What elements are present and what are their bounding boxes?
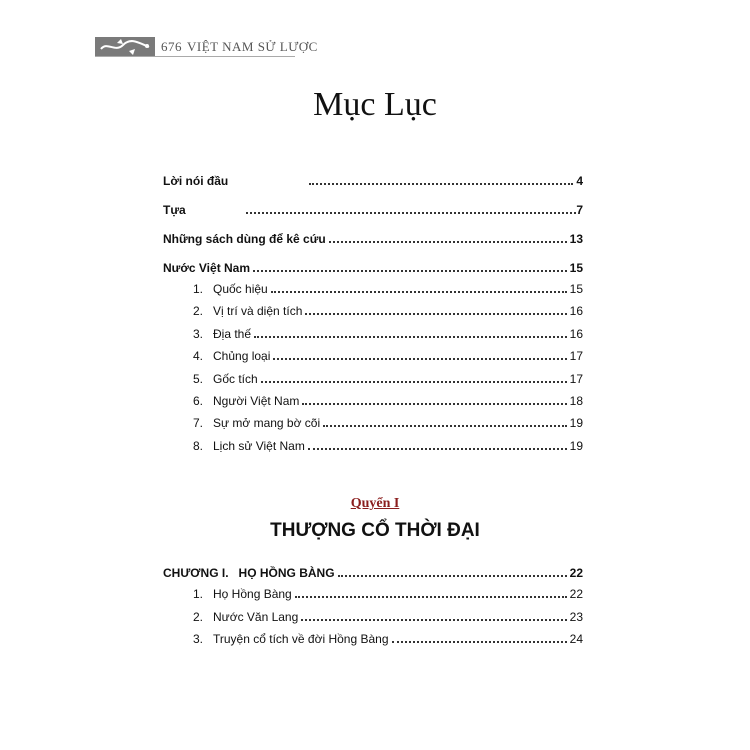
toc-subentry-nguoi-viet-nam[interactable] (193, 394, 583, 408)
toc-entry-label: Nước Việt Nam (163, 261, 251, 275)
toc-subentry-lich-su[interactable] (193, 439, 583, 453)
toc-subentry-page: 19 (569, 439, 583, 453)
page-title: Mục Lục (313, 86, 437, 123)
toc-entry-page: 13 (569, 232, 583, 246)
toc-leader-dots (392, 640, 567, 643)
toc-entry-nuoc-viet-nam[interactable] (163, 261, 583, 275)
chapter-page: 22 (569, 566, 583, 580)
toc-subentry-number: 6. (193, 394, 204, 408)
toc-entry-loi-noi-dau[interactable] (163, 174, 583, 188)
toc-entry-label: Tựa (163, 203, 186, 217)
running-header (95, 37, 318, 57)
toc-subentry-label: Chủng loại (213, 349, 271, 363)
toc-subentry-label: Nước Văn Lang (213, 610, 299, 624)
toc-leader-dots (273, 357, 566, 360)
toc-subentry-label: Sự mở mang bờ cõi (213, 416, 321, 430)
toc-entry-page: 15 (569, 261, 583, 275)
toc-subentry-label: Gốc tích (213, 372, 258, 386)
toc-leader-dots (246, 211, 577, 214)
toc-leader-dots (338, 574, 567, 577)
toc-entry-nhung-sach[interactable] (163, 232, 583, 246)
toc-subentry-label: Truyện cổ tích về đời Hồng Bàng (213, 632, 389, 646)
toc-leader-dots (308, 447, 567, 450)
toc-subentry-page: 17 (569, 349, 583, 363)
era-title: THƯỢNG CỔ THỜI ĐẠI (270, 520, 480, 541)
toc-entry-tua[interactable] (163, 203, 583, 217)
toc-subentry-label: Địa thế (213, 327, 252, 341)
toc-leader-dots (261, 380, 567, 383)
toc-subentry-label: Vị trí và diện tích (213, 304, 303, 318)
toc-subentry-number: 2. (193, 610, 204, 624)
toc-subentry-page: 19 (569, 416, 583, 430)
toc-subentry-page: 18 (569, 394, 583, 408)
header-text (161, 39, 318, 55)
toc-subentry-page: 15 (569, 282, 583, 296)
toc-chapter-1[interactable] (163, 566, 583, 580)
toc-leader-dots (302, 402, 566, 405)
chapter-prefix: CHƯƠNG I. (163, 566, 229, 580)
toc-subentry-label: Lịch sử Việt Nam (213, 439, 305, 453)
toc-subentry-page: 24 (569, 632, 583, 646)
dragon-ornament-icon (95, 37, 155, 57)
toc-subentry-number: 5. (193, 372, 204, 386)
toc-subentry-nuoc-van-lang[interactable] (193, 610, 583, 624)
toc-subentry-label: Quốc hiệu (213, 282, 268, 296)
toc-entry-page: 4 (576, 174, 583, 188)
toc-subentry-number: 8. (193, 439, 204, 453)
toc-subentry-number: 3. (193, 327, 204, 341)
toc-subentry-page: 23 (569, 610, 583, 624)
toc-subentry-number: 1. (193, 587, 204, 601)
toc-subentry-ho-hong-bang[interactable] (193, 587, 583, 601)
toc-leader-dots (253, 269, 567, 272)
book-label: Quyển I (350, 496, 400, 511)
chapter-label: HỌ HỒNG BÀNG (238, 566, 335, 580)
toc-leader-dots (305, 312, 566, 315)
toc-subentry-goc-tich[interactable] (193, 372, 583, 386)
toc-leader-dots (254, 335, 567, 338)
toc-subentry-dia-the[interactable] (193, 327, 583, 341)
toc-subentry-number: 2. (193, 304, 204, 318)
toc-subentry-number: 1. (193, 282, 204, 296)
toc-leader-dots (323, 424, 567, 427)
header-rule (95, 56, 295, 57)
toc-entry-label: Những sách dùng để kê cứu (163, 232, 326, 246)
toc-subentry-truyen-co-tich[interactable] (193, 632, 583, 646)
toc-entry-label: Lời nói đầu (163, 174, 229, 188)
toc-subentry-page: 16 (569, 304, 583, 318)
toc-leader-dots (329, 240, 567, 243)
toc-leader-dots (301, 618, 566, 621)
toc-leader-dots (295, 595, 567, 598)
toc-subentry-label: Người Việt Nam (213, 394, 300, 408)
toc-subentry-label: Họ Hồng Bàng (213, 587, 292, 601)
toc-subentry-su-mo-mang[interactable] (193, 416, 583, 430)
header-book-title: VIỆT NAM SỬ LƯỢC (187, 39, 318, 54)
toc-leader-dots (271, 290, 567, 293)
toc-subentry-page: 22 (569, 587, 583, 601)
header-page-number: 676 (161, 39, 182, 54)
toc-subentry-page: 17 (569, 372, 583, 386)
toc-subentry-quoc-hieu[interactable] (193, 282, 583, 296)
toc-leader-dots (309, 182, 573, 185)
toc-subentry-number: 3. (193, 632, 204, 646)
toc-subentry-vi-tri[interactable] (193, 304, 583, 318)
toc-subentry-number: 7. (193, 416, 204, 430)
toc-subentry-chung-loai[interactable] (193, 349, 583, 363)
toc-subentry-page: 16 (569, 327, 583, 341)
toc-entry-page: 7 (576, 203, 583, 217)
toc-subentry-number: 4. (193, 349, 204, 363)
